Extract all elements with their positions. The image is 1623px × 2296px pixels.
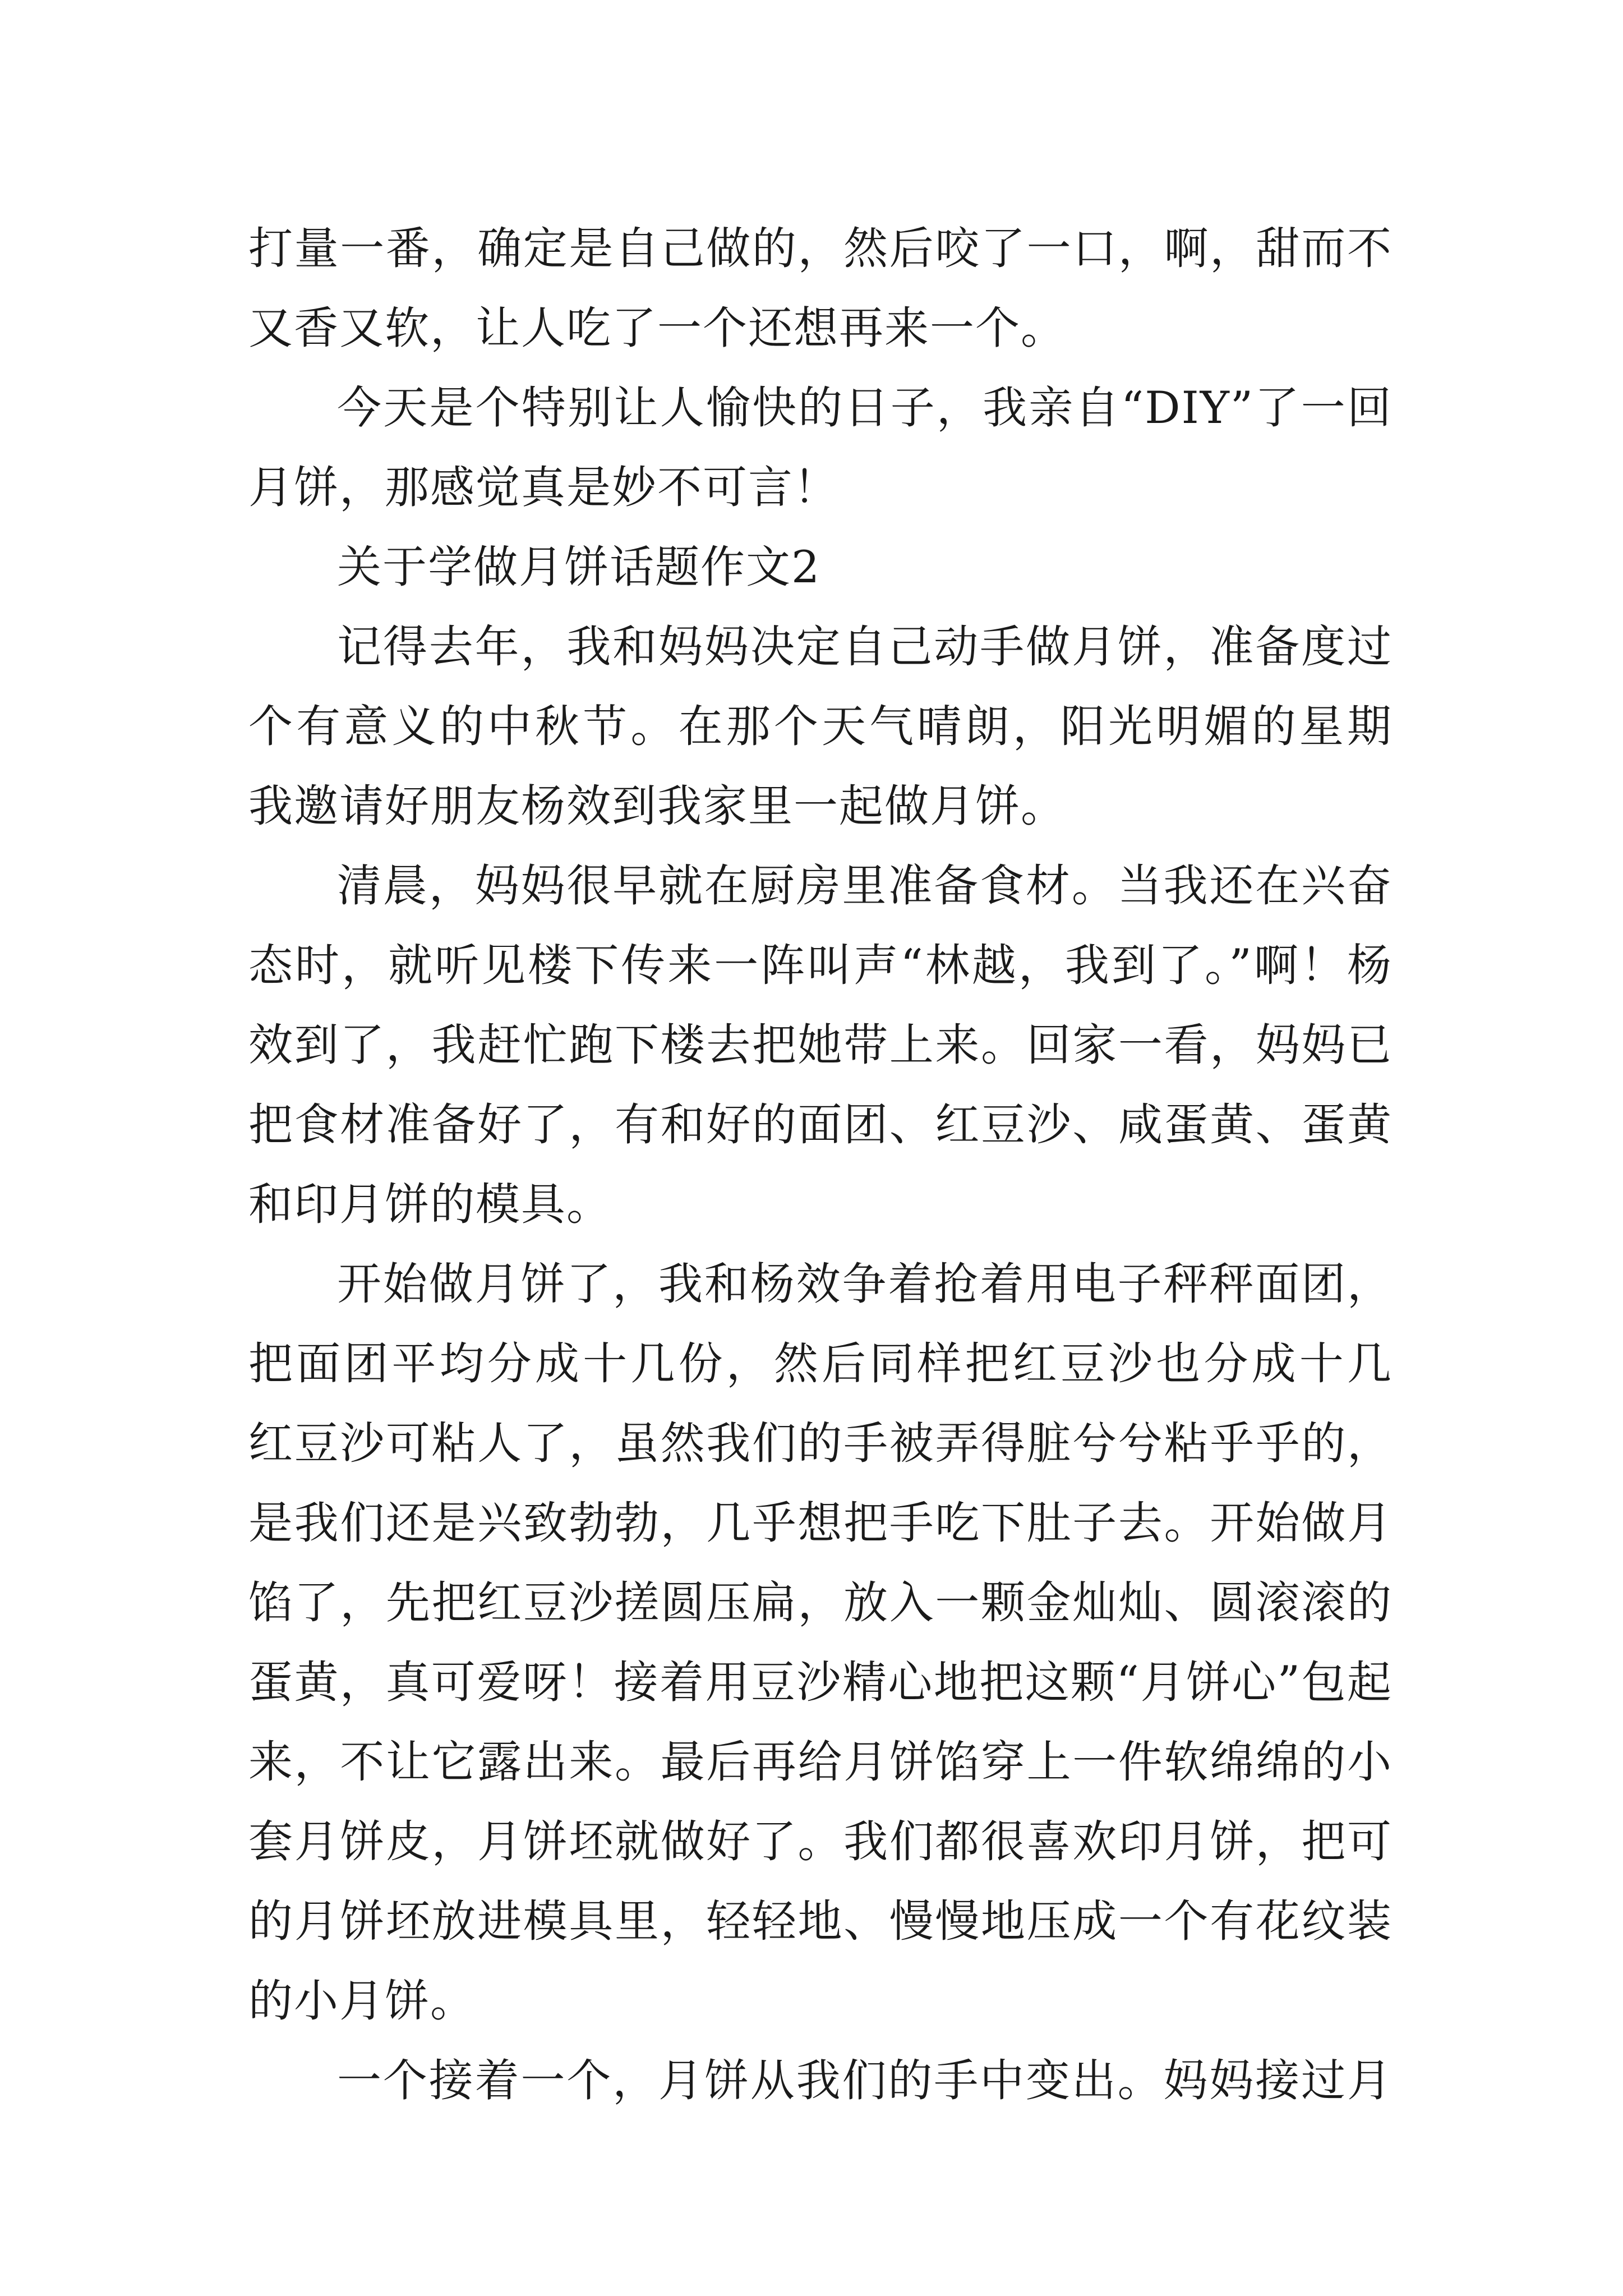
text-line: 红豆沙可粘人了，虽然我们的手被弄得脏兮兮粘乎乎的， (248, 1418, 1393, 1469)
text-line: 把食材准备好了，有和好的面团、红豆沙、咸蛋黄、蛋黄 (248, 1099, 1393, 1151)
section-title: 关于学做月饼话题作文2 (337, 541, 821, 593)
text-line: 把面团平均分成十几份，然后同样把红豆沙也分成十几 (248, 1338, 1393, 1389)
text-line: 今天是个特别让人愉快的日子，我亲自“DIY”了一回 (337, 382, 1393, 434)
text-line: 套月饼皮，月饼坯就做好了。我们都很喜欢印月饼，把可 (248, 1816, 1393, 1867)
text-line: 打量一番，确定是自己做的，然后咬了一口，啊，甜而不 (248, 223, 1393, 274)
text-line: 记得去年，我和妈妈决定自己动手做月饼，准备度过 (337, 621, 1393, 673)
text-line: 的小月饼。 (248, 1975, 476, 2027)
text-line: 和印月饼的模具。 (248, 1179, 612, 1230)
text-line: 馅了，先把红豆沙搓圆压扁，放入一颗金灿灿、圆滚滚的 (248, 1577, 1393, 1628)
essay-body (248, 209, 1393, 2120)
text-line: 一个接着一个，月饼从我们的手中变出。妈妈接过月 (337, 2055, 1393, 2106)
text-line: 我邀请好朋友杨效到我家里一起做月饼。 (248, 780, 1066, 832)
text-line: 态时，就听见楼下传来一阵叫声“林越，我到了。”啊！杨 (248, 940, 1393, 991)
text-line: 又香又软，让人吃了一个还想再来一个。 (248, 302, 1066, 354)
text-line: 效到了，我赶忙跑下楼去把她带上来。回家一看，妈妈已 (248, 1019, 1393, 1071)
text-line: 蛋黄，真可爱呀！接着用豆沙精心地把这颗“月饼心”包起 (248, 1657, 1393, 1708)
text-line: 来，不让它露出来。最后再给月饼馅穿上一件软绵绵的小 (248, 1736, 1393, 1788)
text-line: 月饼，那感觉真是妙不可言！ (248, 462, 839, 513)
text-line: 是我们还是兴致勃勃，几乎想把手吃下肚子去。开始做月 (248, 1497, 1393, 1549)
text-line: 的月饼坯放进模具里，轻轻地、慢慢地压成一个有花纹装 (248, 1895, 1393, 1947)
text-line: 清晨，妈妈很早就在厨房里准备食材。当我还在兴奋 (337, 860, 1393, 912)
text-line: 开始做月饼了，我和杨效争着抢着用电子秤秤面团， (337, 1258, 1393, 1310)
text-line: 个有意义的中秋节。在那个天气晴朗，阳光明媚的星期 (248, 701, 1393, 752)
